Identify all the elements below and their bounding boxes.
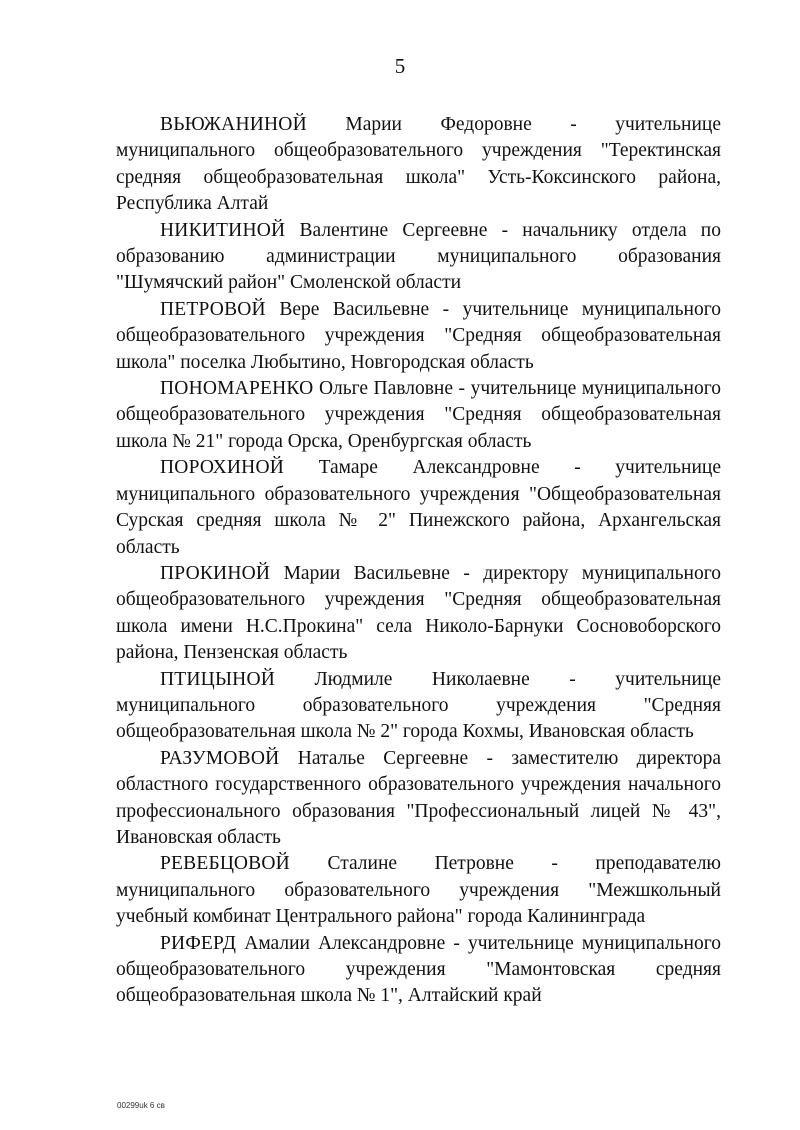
- recipient-details: Марии Федоровне - учительнице муниципального общеобразовательного учреждения "Теректинская средняя общеобразовательная школа" Усть-Коксинского района, Республика Алтай: [116, 114, 721, 215]
- recipient-details: Марии Васильевне - директору муниципального общеобразовательного учреждения "Средняя общеобразовательная школа имени Н.С.Прокина" села Николо-Барнуки Сосновоборского района, Пензенская область: [116, 562, 722, 664]
- recipient-surname: ВЬЮЖАНИНОЙ: [160, 114, 307, 135]
- recipient-details: Наталье Сергеевне - заместителю директора областного государственного образовательного учреждения начального профессионального образования "Профессиональный лицей № 43", Ивановская область: [116, 747, 721, 848]
- list-item: [116, 297, 721, 376]
- recipient-details: Амалии Александровне - учительнице муниципального общеобразовательного учреждения "Мамонтовская средняя общеобразовательная школа № 1", Алтайский край: [116, 932, 722, 1007]
- list-item: [116, 218, 721, 297]
- recipient-surname: РЕВЕБЦОВОЙ: [160, 853, 290, 875]
- recipient-surname: ПОНОМАРЕНКО: [160, 378, 314, 400]
- recipient-surname: ПТИЦЫНОЙ: [160, 668, 276, 690]
- recipient-surname: РАЗУМОВОЙ: [160, 747, 280, 769]
- recipient-surname: ПОРОХИНОЙ: [160, 457, 285, 479]
- award-list: [116, 112, 721, 1010]
- list-item: [116, 561, 721, 667]
- recipient-surname: РИФЕРД: [160, 932, 237, 954]
- recipient-surname: НИКИТИНОЙ: [160, 219, 286, 241]
- list-item: [116, 851, 721, 930]
- document-code: 00299uk 6 св: [117, 1101, 165, 1110]
- list-item: [116, 746, 721, 852]
- recipient-details: Людмиле Николаевне - учительнице муниципального образовательного учреждения "Средняя общеобразовательная школа № 2" города Кохмы, Ивановская область: [116, 668, 722, 743]
- list-item: [116, 376, 721, 455]
- recipient-details: Тамаре Александровне - учительнице муниципального образовательного учреждения "Общеобразовательная Сурская средняя школа № 2" Пинежского района, Архангельская область: [116, 457, 722, 558]
- list-item: [116, 112, 721, 218]
- recipient-details: Валентине Сергеевне - начальнику отдела по образованию администрации муниципального образования "Шумячский район" Смоленской области: [116, 219, 721, 294]
- recipient-details: Вере Васильевне - учительнице муниципального общеобразовательного учреждения "Средняя общеобразовательная школа" поселка Любытино, Новгородская область: [116, 298, 721, 373]
- recipient-details: Сталине Петровне - преподавателю муниципального образовательного учреждения "Межшкольный учебный комбинат Центрального района" города Калининграда: [116, 853, 722, 928]
- recipient-surname: ПРОКИНОЙ: [160, 562, 271, 584]
- page-number: 5: [394, 54, 406, 78]
- list-item: [116, 455, 721, 561]
- list-item: [116, 667, 721, 746]
- recipient-surname: ПЕТРОВОЙ: [160, 298, 266, 320]
- recipient-details: Ольге Павловне - учительнице муниципального общеобразовательного учреждения "Средняя общеобразовательная школа № 21" города Орска, Оренбургская область: [116, 378, 722, 452]
- list-item: [116, 931, 721, 1010]
